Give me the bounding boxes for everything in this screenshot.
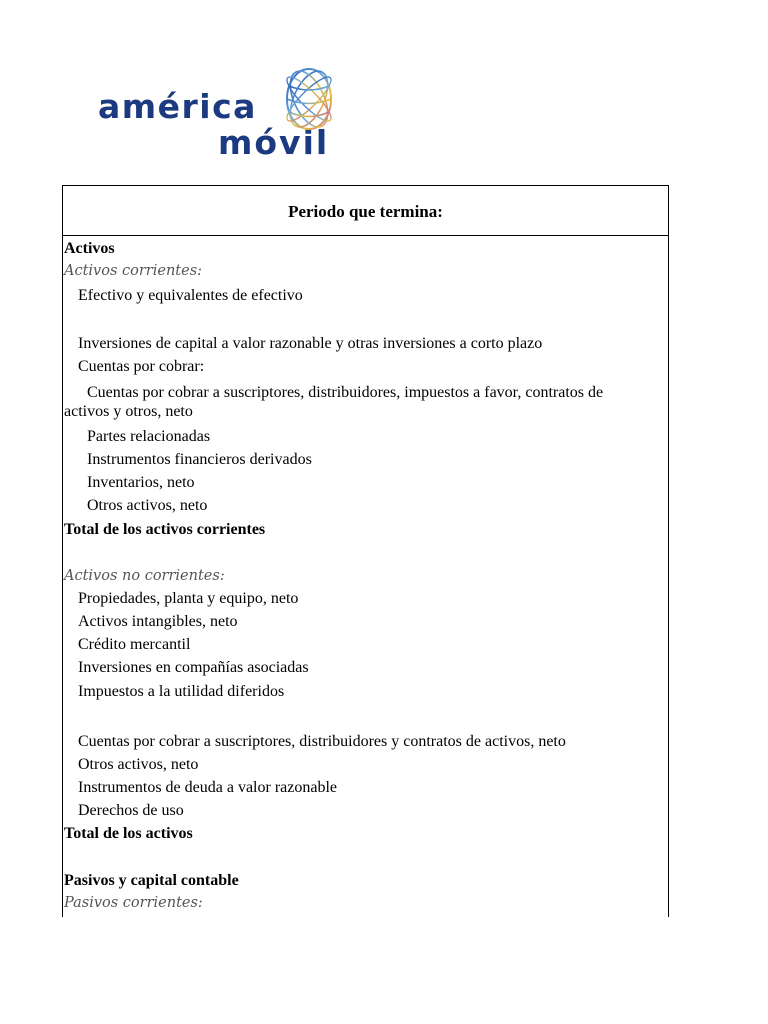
period-title: Periodo que termina: <box>288 202 443 221</box>
table-row: Propiedades, planta y equipo, neto <box>78 590 299 607</box>
table-row: Derechos de uso <box>78 802 184 819</box>
table-row: Impuestos a la utilidad diferidos <box>78 683 285 700</box>
table-row: Inversiones en compañías asociadas <box>78 659 309 676</box>
table-row: Total de los activos <box>64 825 193 842</box>
table-row: Efectivo y equivalentes de efectivo <box>78 287 303 304</box>
logo-word-movil: móvil <box>218 123 330 162</box>
globe-icon <box>284 66 334 132</box>
table-row: Pasivos corrientes: <box>64 895 203 911</box>
table-row: Otros activos, neto <box>87 497 208 514</box>
row-list <box>63 186 668 917</box>
table-row: Cuentas por cobrar a suscriptores, distribuidores y contratos de activos, neto <box>78 733 566 750</box>
table-row: Otros activos, neto <box>78 756 199 773</box>
table-row: Activos corrientes: <box>64 263 203 279</box>
table-row: Partes relacionadas <box>87 428 211 445</box>
table-row: Total de los activos corrientes <box>64 521 266 538</box>
table-row: Activos intangibles, neto <box>78 613 238 630</box>
table-row: Inventarios, neto <box>87 474 195 491</box>
table-row: Instrumentos de deuda a valor razonable <box>78 779 338 796</box>
balance-sheet-table <box>62 185 669 917</box>
table-row: Activos no corrientes: <box>64 568 225 584</box>
table-row: Pasivos y capital contable <box>64 872 239 889</box>
america-movil-logo <box>96 66 338 162</box>
table-row: Cuentas por cobrar a suscriptores, distribuidores, impuestos a favor, contratos de <box>87 384 604 401</box>
table-row: Instrumentos financieros derivados <box>87 451 312 468</box>
logo-word-america: américa <box>98 87 257 126</box>
table-row: Activos <box>64 240 115 257</box>
table-row: activos y otros, neto <box>64 403 193 420</box>
table-row: Inversiones de capital a valor razonable y otras inversiones a corto plazo <box>78 335 543 352</box>
table-row: Crédito mercantil <box>78 636 191 653</box>
table-row: Cuentas por cobrar: <box>78 358 205 375</box>
